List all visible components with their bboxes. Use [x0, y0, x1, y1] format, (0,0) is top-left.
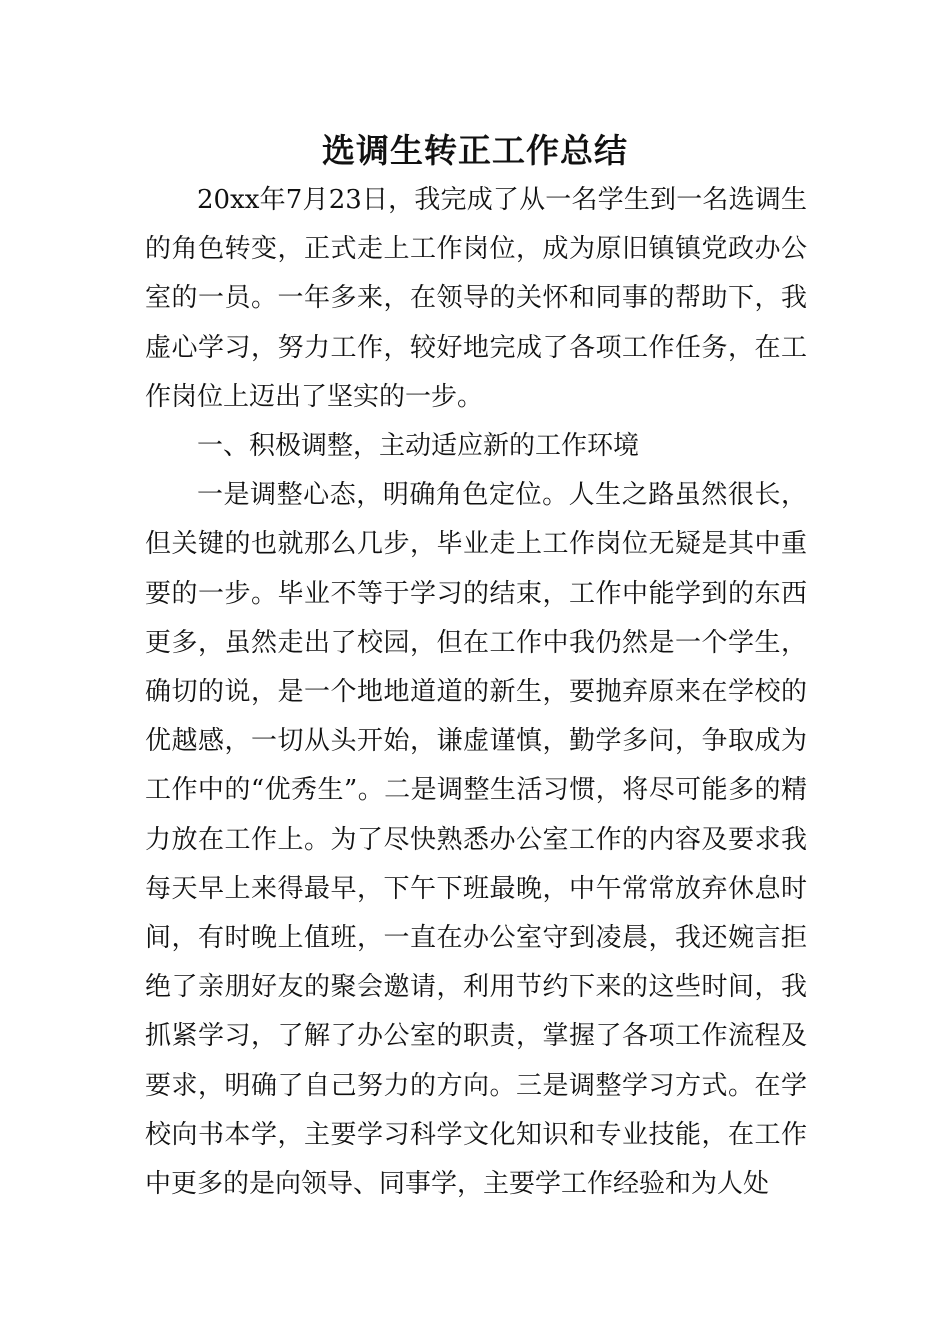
paragraph-intro: 20xx年7月23日，我完成了从一名学生到一名选调生的角色转变，正式走上工作岗位，成为原旧镇镇党政办公室的一员。一年多来，在领导的关怀和同事的帮助下，我虚心学习，努力工作，较好地完成了各项工作任务，在工作岗位上迈出了坚实的一步。: [145, 185, 807, 412]
document-title: 选调生转正工作总结: [322, 131, 628, 170]
document-body: [145, 176, 807, 1209]
section-heading: 一、积极调整，主动适应新的工作环境: [197, 431, 640, 462]
paragraph-adjustment: 一是调整心态，明确角色定位。人生之路虽然很长，但关键的也就那么几步，毕业走上工作岗位无疑是其中重要的一步。毕业不等于学习的结束，工作中能学到的东西更多，虽然走出了校园，但在工作中我仍然是一个学生，确切的说，是一个地地道道的新生，要抛弃原来在学校的优越感，一切从头开始，谦虚谨慎，勤学多问，争取成为工作中的“优秀生”。二是调整生活习惯，将尽可能多的精力放在工作上。为了尽快熟悉办公室工作的内容及要求我每天早上来得最早，下午下班最晚，中午常常放弃休息时间，有时晚上值班，一直在办公室守到凌晨，我还婉言拒绝了亲朋好友的聚会邀请，利用节约下来的这些时间，我抓紧学习，了解了办公室的职责，掌握了各项工作流程及要求，明确了自己努力的方向。三是调整学习方式。在学校向书本学，主要学习科学文化知识和专业技能，在工作中更多的是向领导、同事学，主要学工作经验和为人处: [145, 480, 807, 1200]
